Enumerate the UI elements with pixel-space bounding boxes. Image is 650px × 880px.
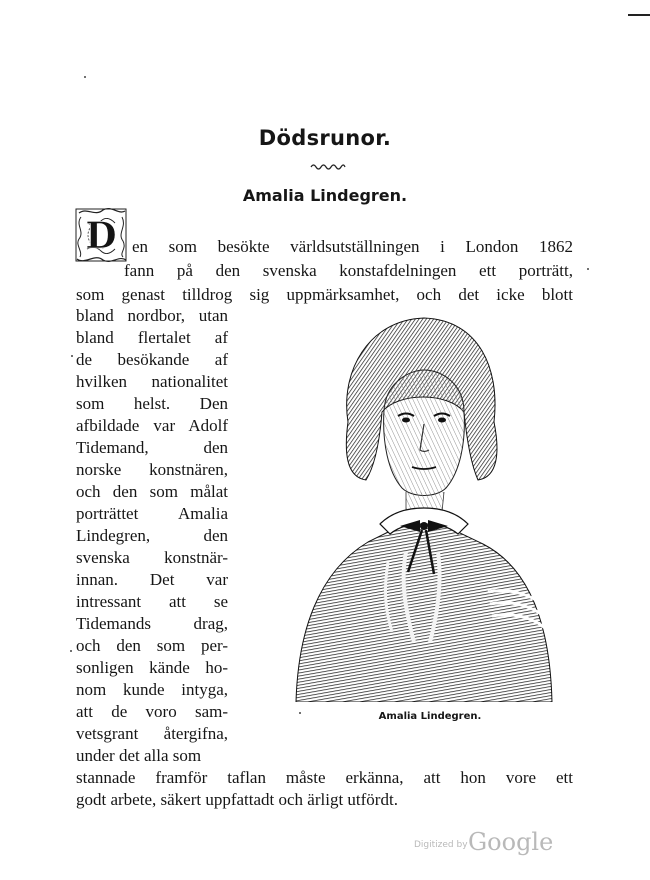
text-line: som genast tilldrog sig uppmärksamhet, och det icke blott — [76, 285, 573, 304]
column-line: som helst. Den — [76, 394, 228, 413]
text-line: godt arbete, säkert uppfattadt och ärligt utfördt. — [76, 790, 398, 809]
engraved-portrait-image — [288, 312, 560, 702]
ornament-squiggle-icon — [310, 163, 346, 171]
column-line: intressant att se — [76, 592, 228, 611]
column-line: vetsgrant återgifna, — [76, 724, 228, 743]
digitized-watermark — [414, 828, 554, 858]
text-line: en som besökte världsutställningen i London 1862 — [132, 237, 573, 256]
column-line: sonligen kände ho- — [76, 658, 228, 677]
speck — [71, 355, 73, 357]
column-line: innan. Det var — [76, 570, 228, 589]
speck — [70, 650, 72, 652]
column-line: norske konstnären, — [76, 460, 228, 479]
portrait-caption: Amalia Lindegren. — [378, 711, 482, 722]
column-line: Tidemand, den — [76, 438, 228, 457]
page-title: Dödsrunor. — [258, 126, 392, 150]
speck — [587, 268, 589, 270]
column-line: bland flertalet af — [76, 328, 228, 347]
column-line: de besökande af — [76, 350, 228, 369]
column-line: Tidemands drag, — [76, 614, 228, 633]
dropcap-letter: D — [85, 215, 117, 257]
text-line: stannade framför taflan måste erkänna, att hon vore ett — [76, 768, 573, 787]
column-line: afbildade var Adolf — [76, 416, 228, 435]
speck — [84, 76, 86, 78]
column-line: Lindegren, den — [76, 526, 228, 545]
column-line: svenska konstnär- — [76, 548, 228, 567]
article-subtitle: Amalia Lindegren. — [242, 186, 408, 205]
column-line: nom kunde intyga, — [76, 680, 228, 699]
column-line: under det alla som — [76, 746, 202, 765]
ornamental-dropcap-icon — [73, 205, 129, 265]
watermark-prefix: Digitized by — [414, 840, 468, 850]
watermark-brand: Google — [468, 828, 554, 856]
column-line: hvilken nationalitet — [76, 372, 228, 391]
text-line: fann på den svenska konstafdelningen ett porträtt, — [124, 261, 573, 280]
column-line: bland nordbor, utan — [76, 306, 228, 325]
column-line: och den som målat — [76, 482, 228, 501]
scan-corner-mark — [628, 0, 650, 16]
column-line: och den som per- — [76, 636, 228, 655]
column-line: att de voro sam- — [76, 702, 228, 721]
column-line: porträttet Amalia — [76, 504, 228, 523]
